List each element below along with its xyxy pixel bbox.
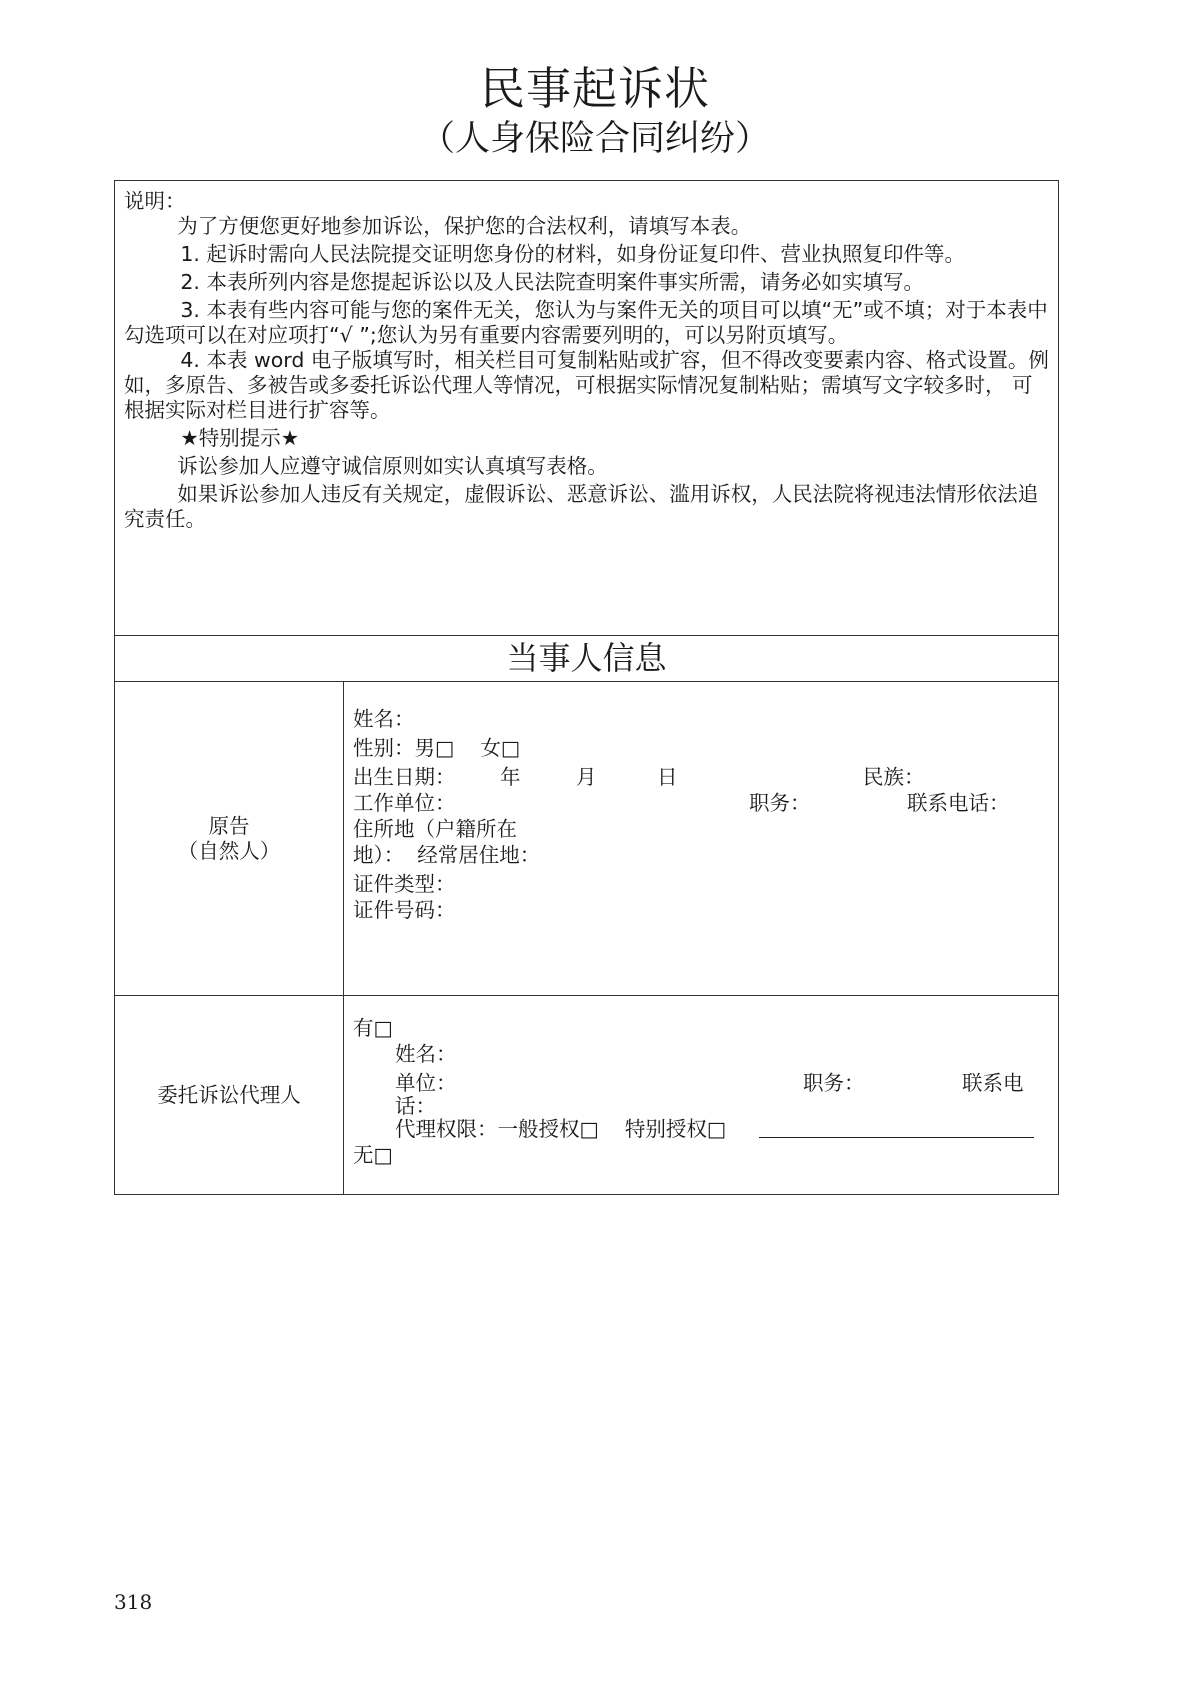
page-number: 318: [114, 1590, 153, 1614]
plaintiff-info-cell: [344, 682, 1059, 996]
agent-phone-continued: 话：: [395, 1094, 436, 1118]
plaintiff-label-cell: [115, 682, 344, 996]
section-row: [115, 636, 1059, 682]
notes-intro: 为了方便您更好地参加诉讼，保护您的合法权利，请填写本表。: [177, 214, 752, 238]
section-title: 当事人信息: [115, 636, 1059, 682]
agent-label-cell: [115, 996, 344, 1195]
notes-section: [115, 181, 1059, 636]
document-title: 民事起诉状: [479, 62, 710, 115]
birth-day-label: 日: [657, 765, 678, 789]
agent-none-checkbox[interactable]: 无□: [353, 1143, 393, 1167]
plaintiff-row: [115, 682, 1059, 996]
special-notice-heading: ★特别提示★: [180, 426, 300, 450]
birth-month-label: 月: [576, 765, 597, 789]
agent-authority-blank[interactable]: [759, 1119, 1034, 1138]
plaintiff-ethnicity-field[interactable]: 民族：: [863, 765, 925, 789]
agent-has-checkbox[interactable]: 有□: [353, 1016, 393, 1040]
plaintiff-work-unit-field[interactable]: 工作单位：: [353, 791, 456, 815]
agent-label: 委托诉讼代理人: [157, 1082, 301, 1107]
special-notice-2: 如果诉讼参加人违反有关规定，虚假诉讼、恶意诉讼、滥用诉权，人民法院将视违法情形依法追究责任。: [124, 482, 1039, 531]
plaintiff-id-number-field[interactable]: 证件号码：: [353, 898, 456, 922]
agent-authority-field[interactable]: 代理权限：一般授权□ 特别授权□: [395, 1117, 727, 1141]
agent-info-cell: [344, 996, 1059, 1195]
notes-row: [115, 181, 1059, 636]
plaintiff-birth-field[interactable]: 出生日期：: [353, 765, 456, 789]
agent-row: [115, 996, 1059, 1195]
agent-phone-field[interactable]: 联系电: [962, 1071, 1024, 1095]
plaintiff-name-field[interactable]: 姓名：: [353, 707, 415, 731]
complaint-form-table: [114, 180, 1059, 1195]
notes-item-4: 4. 本表 word 电子版填写时，相关栏目可复制粘贴或扩容，但不得改变要素内容、格式设置。例 如，多原告、多被告或多委托诉讼代理人等情况，可根据实际情况复制粘贴；需填写文字较多时， 可根据实际对栏目进行扩容等。: [124, 348, 1049, 422]
plaintiff-gender-field[interactable]: 性别：男□ 女□: [353, 736, 521, 760]
document-subtitle: （人身保险合同纠纷）: [419, 119, 770, 159]
agent-unit-field[interactable]: 单位：: [395, 1071, 457, 1095]
special-notice-1: 诉讼参加人应遵守诚信原则如实认真填写表格。: [177, 454, 608, 478]
plaintiff-phone-field[interactable]: 联系电话：: [907, 791, 1010, 815]
plaintiff-residence-field[interactable]: 地）： 经常居住地：: [353, 843, 541, 867]
plaintiff-label-type: （自然人）: [177, 838, 281, 863]
plaintiff-id-type-field[interactable]: 证件类型：: [353, 872, 456, 896]
agent-name-field[interactable]: 姓名：: [395, 1042, 457, 1066]
notes-item-2: 2. 本表所列内容是您提起诉讼以及人民法院查明案件事实所需，请务必如实填写。: [180, 270, 924, 294]
birth-year-label: 年: [500, 765, 521, 789]
agent-position-field[interactable]: 职务：: [803, 1071, 865, 1095]
notes-item-1: 1. 起诉时需向人民法院提交证明您身份的材料，如身份证复印件、营业执照复印件等。: [180, 242, 965, 266]
plaintiff-residence-label: 住所地（户籍所在: [353, 817, 517, 841]
notes-item-3: 3. 本表有些内容可能与您的案件无关，您认为与案件无关的项目可以填“无”或不填；对于本表中勾选项可以在对应项打“√ ”;您认为另有重要内容需要列明的，可以另附页填写。: [124, 298, 1048, 347]
plaintiff-position-field[interactable]: 职务：: [749, 791, 811, 815]
plaintiff-label: 原告: [208, 813, 250, 838]
notes-heading: 说明：: [124, 189, 186, 213]
